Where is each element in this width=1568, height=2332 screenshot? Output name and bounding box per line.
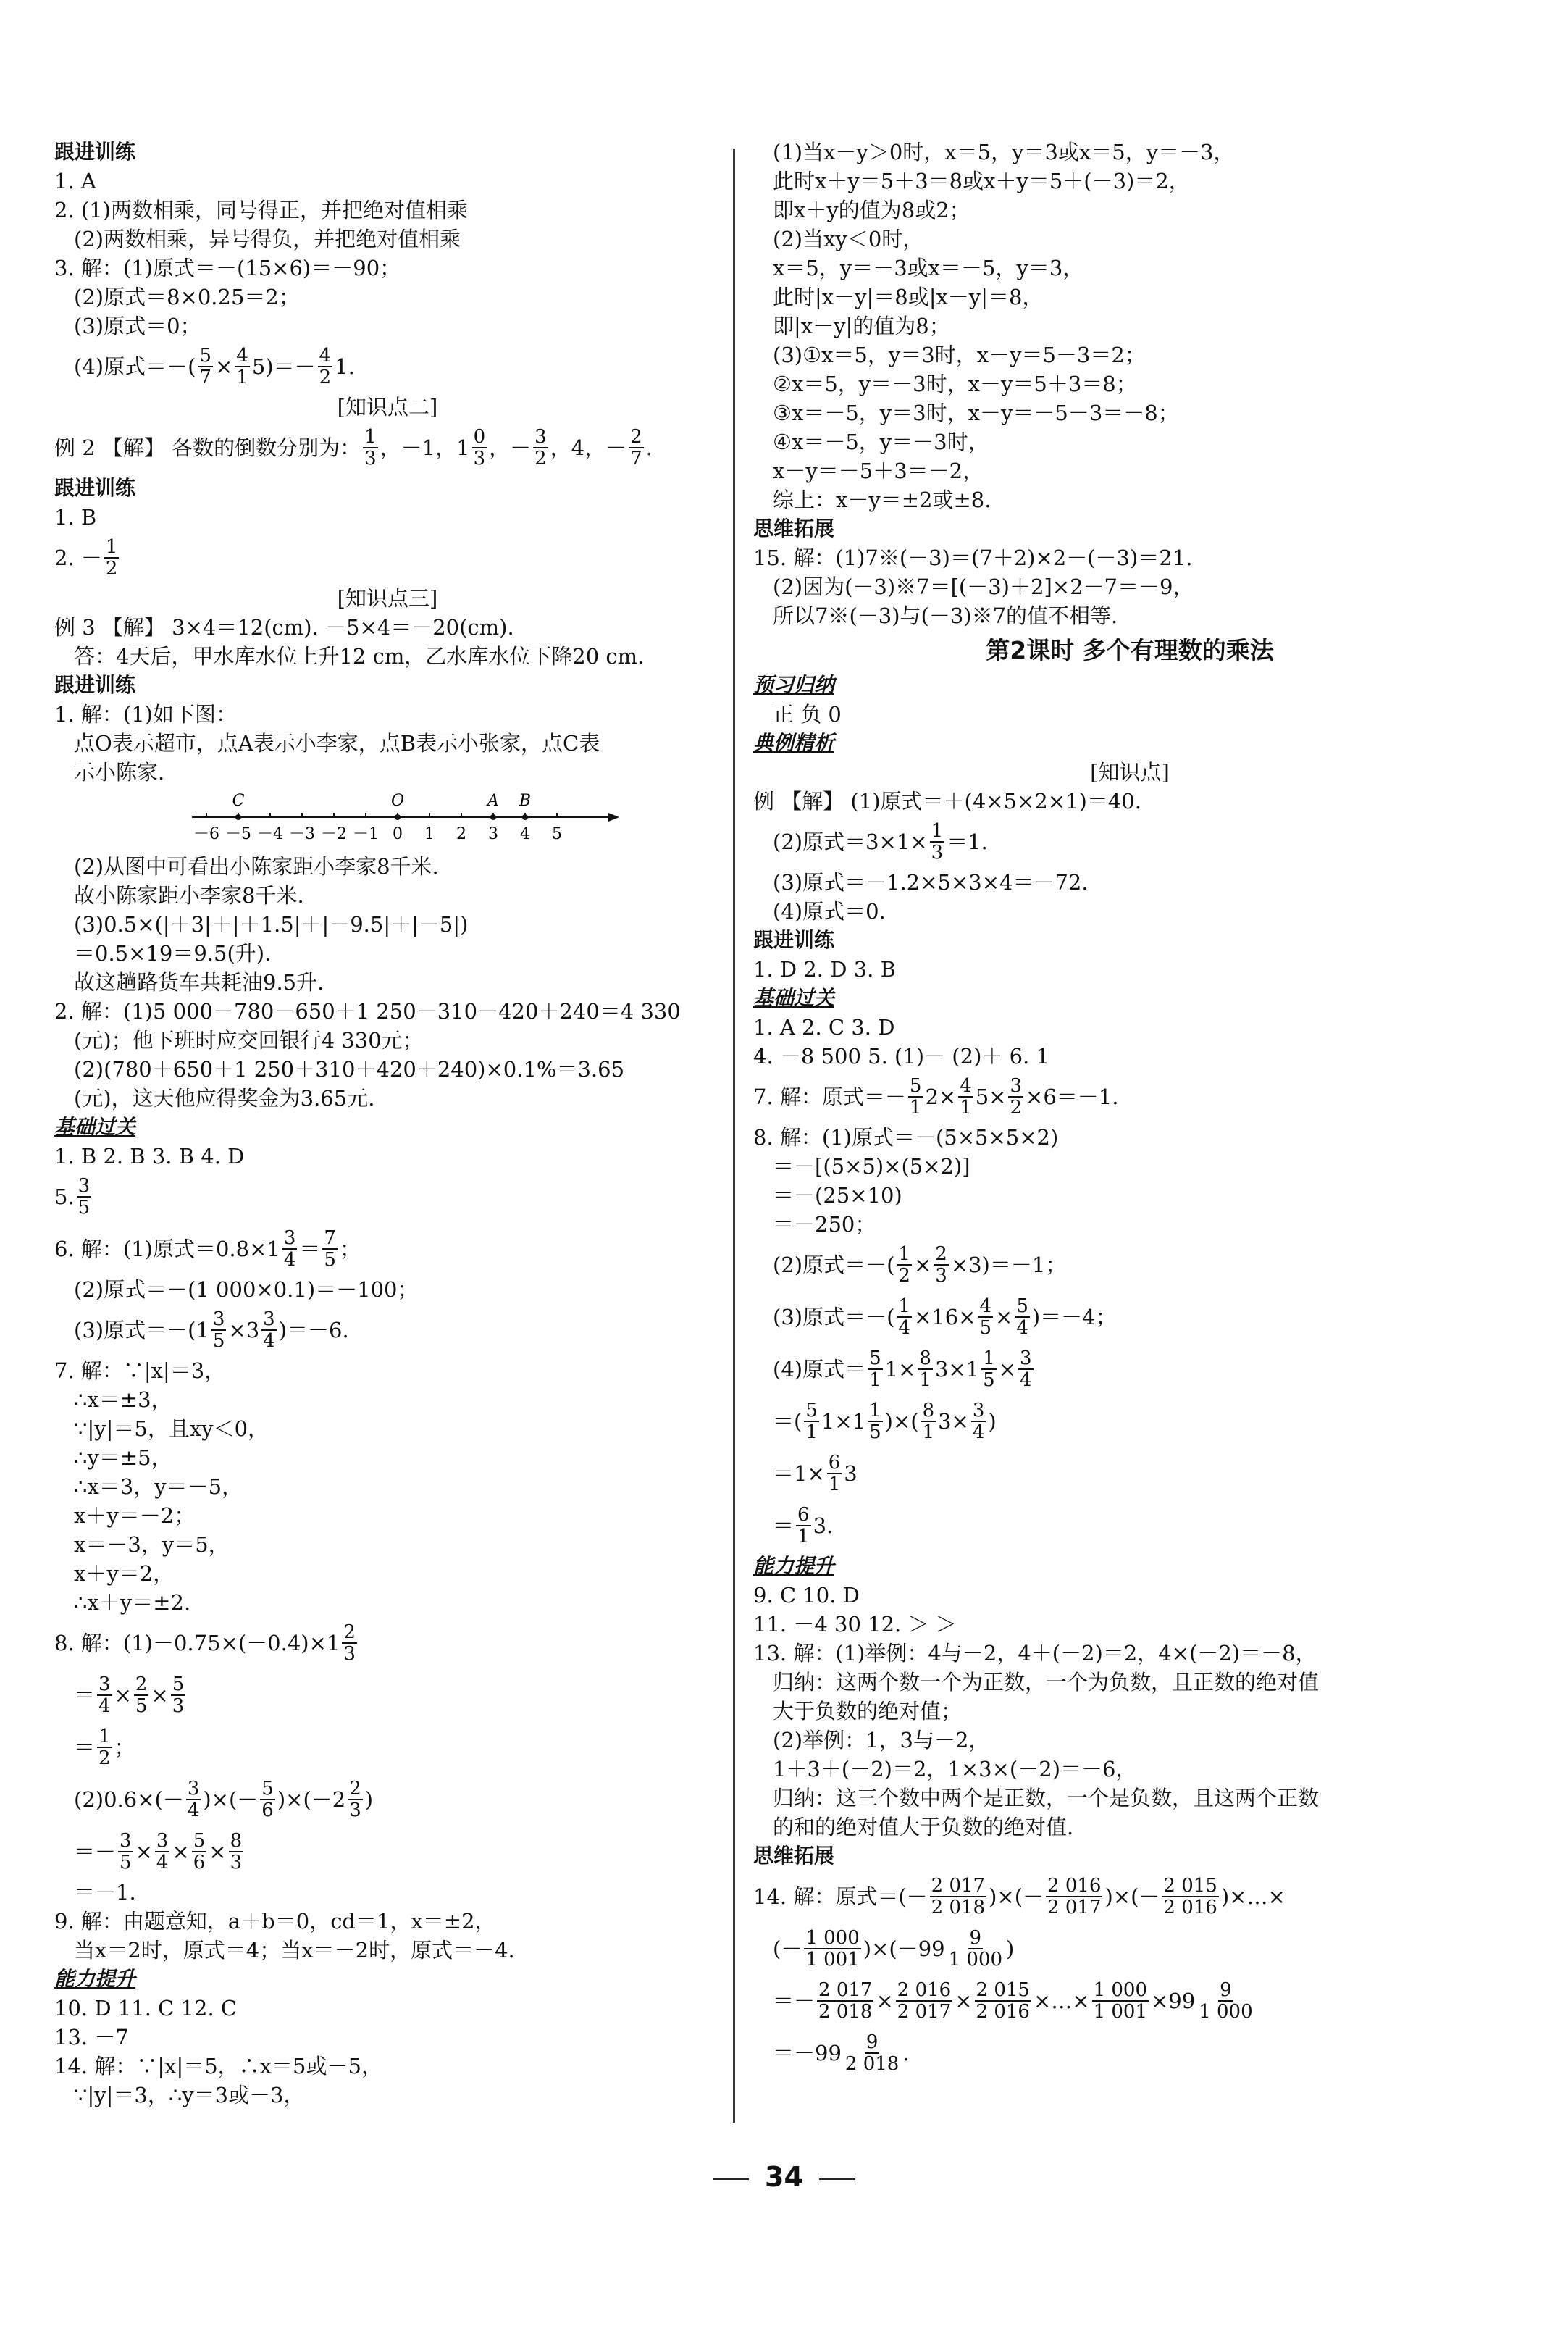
- answer-line: (元)；他下班时应交回银行4 330元；: [74, 1028, 424, 1053]
- number-line-tick-label: －6: [193, 825, 219, 843]
- answer-line: 1. B: [54, 505, 97, 530]
- fraction: $\frac{3}{2}$: [1010, 1075, 1023, 1119]
- fraction: $\frac{9}{2 018}$: [844, 2031, 900, 2075]
- knowledge-point-label: [知识点]: [1090, 760, 1170, 785]
- answer-line: x－y＝－5＋3＝－2，: [773, 459, 984, 483]
- answer-line: (－ $\frac{1 000}{1 001}$ )×(－99 $\frac{9}{1 000}$ ): [773, 1927, 1015, 1971]
- section-heading: 跟进训练: [753, 928, 835, 952]
- answer-line: (3)原式＝－( $\frac{1}{4}$ ×16× $\frac{4}{5}$ × $\frac{5}{4}$ )＝－4；: [773, 1295, 1117, 1339]
- fraction: $\frac{5}{1}$: [805, 1400, 818, 1443]
- answer-line: ＝0.5×19＝9.5(升).: [74, 941, 272, 966]
- answer-line: 1. B 2. B 3. B 4. D: [54, 1144, 245, 1169]
- answer-line: ④x＝－5，y＝－3时，: [773, 430, 989, 454]
- fraction: $\frac{2 016}{2 017}$: [1047, 1875, 1102, 1918]
- answer-line: 9. C 10. D: [753, 1583, 860, 1608]
- lesson-title: 第2课时 多个有理数的乘法: [986, 636, 1274, 664]
- knowledge-point-label: [知识点二]: [337, 395, 438, 419]
- fraction: $\frac{4}{1}$: [236, 345, 248, 388]
- answer-line: (3)①x＝5，y＝3时，x－y＝5－3＝2；: [773, 343, 1146, 367]
- answer-line: 10. D 11. C 12. C: [54, 1996, 238, 2020]
- fraction: $\frac{3}{4}$: [283, 1227, 296, 1271]
- section-heading: 跟进训练: [54, 140, 136, 164]
- answer-line: 3. 解：(1)原式＝－(15×6)＝－90；: [54, 256, 401, 280]
- number-line-figure: [185, 787, 634, 852]
- answer-line: 示小陈家.: [74, 760, 165, 785]
- answer-line: 大于负数的绝对值；: [773, 1699, 963, 1723]
- answer-line: ③x＝－5，y＝3时，x－y＝－5－3＝－8；: [773, 401, 1179, 425]
- answer-line: ＝－250；: [773, 1212, 876, 1237]
- answer-line: 此时x＋y＝5＋3＝8或x＋y＝5＋(－3)＝2，: [773, 169, 1190, 193]
- answer-line: (2)原式＝－(1 000×0.1)＝－100；: [74, 1277, 419, 1302]
- answer-line: ＝ $\frac{1}{2}$ ；: [74, 1726, 135, 1769]
- answer-line: 14. 解：原式＝(－ $\frac{2 017}{2 018}$ )×(－ $\frac{2 016}{2 017}$ )×(－ $\frac{2 015}{2 016}$ )×…×: [753, 1875, 1286, 1918]
- section-heading: 基础过关: [753, 986, 835, 1010]
- column-divider: [733, 149, 735, 2123]
- answer-line: 2. － $\frac{1}{2}$: [54, 536, 118, 580]
- section-heading: 能力提升: [54, 1967, 136, 1991]
- section-heading: 跟进训练: [54, 476, 136, 500]
- fraction: $\frac{1 000}{1 001}$: [805, 1927, 860, 1971]
- number-line-tick-label: 3: [488, 825, 498, 843]
- fraction: $\frac{1}{2}$: [98, 1726, 111, 1769]
- answer-line: x＋y＝－2；: [74, 1503, 196, 1528]
- fraction: $\frac{3}{2}$: [534, 426, 547, 469]
- fraction: $\frac{5}{4}$: [1016, 1295, 1028, 1339]
- number-line-point: [522, 814, 528, 820]
- answer-line: (4)原式＝ $\frac{5}{1}$ 1× $\frac{8}{1}$ 3×1 $\frac{1}{5}$ × $\frac{3}{4}$: [773, 1347, 1032, 1391]
- fraction: $\frac{1}{5}$: [869, 1400, 881, 1443]
- fraction: $\frac{3}{5}$: [212, 1308, 225, 1352]
- number-line-point: [490, 814, 496, 820]
- fraction: $\frac{2 015}{2 016}$: [1163, 1875, 1217, 1918]
- answer-line: ∵|y|＝5，且xy＜0，: [74, 1416, 269, 1441]
- answer-line: 的和的绝对值大于负数的绝对值.: [773, 1815, 1074, 1839]
- answer-line: (元)，这天他应得奖金为3.65元.: [74, 1086, 375, 1111]
- page-number: [0, 2162, 1568, 2191]
- answer-line: ＝－1.: [74, 1880, 136, 1905]
- number-line-tick-label: 0: [393, 825, 403, 843]
- answer-line: 4. －8 500 5. (1)－ (2)＋ 6. 1: [753, 1044, 1049, 1069]
- answer-line: 5. $\frac{3}{5}$: [54, 1175, 91, 1219]
- answer-line: 13. －7: [54, 2025, 129, 2049]
- answer-line: 2. (1)两数相乘，同号得正，并把绝对值相乘: [54, 198, 468, 222]
- left-column: [54, 138, 721, 2110]
- number-line-tick-label: －1: [353, 825, 379, 843]
- answer-line: ∴y＝±5，: [74, 1445, 172, 1470]
- answer-line: ＝ $\frac{6}{1}$ 3.: [773, 1504, 834, 1547]
- number-line-tick-label: －3: [289, 825, 315, 843]
- example-line: 例 2 【解】 各数的倒数分别为： $\frac{1}{3}$ ，－1，1 $\frac{0}{3}$ ，－ $\frac{3}{2}$ ，4，－ $\frac{2}{7}$ .: [54, 426, 653, 469]
- fraction: $\frac{1}{2}$: [105, 536, 118, 580]
- page-number-text: 34: [765, 2161, 803, 2193]
- fraction: $\frac{9}{1 000}$: [948, 1927, 1003, 1971]
- fraction: $\frac{5}{1}$: [909, 1075, 922, 1119]
- fraction: $\frac{4}{1}$: [960, 1075, 972, 1119]
- answer-line: ＝－99 $\frac{9}{2 018}$ .: [773, 2031, 910, 2075]
- fraction: $\frac{1 000}{1 001}$: [1093, 1979, 1147, 2023]
- answer-line: (4)原式＝0.: [773, 899, 886, 924]
- answer-line: 1. 解：(1)如下图：: [54, 702, 237, 727]
- fraction: $\frac{3}{4}$: [98, 1673, 111, 1717]
- number-line-tick-label: －4: [257, 825, 283, 843]
- number-line-point-label: O: [390, 792, 405, 810]
- fraction: $\frac{2 017}{2 018}$: [931, 1875, 986, 1918]
- answer-line: x＋y＝2，: [74, 1561, 175, 1586]
- answer-line: ∴x＋y＝±2.: [74, 1590, 191, 1615]
- fraction: $\frac{5}{1}$: [869, 1347, 881, 1391]
- answer-line: x＝5，y＝－3或x＝－5，y＝3，: [773, 256, 1084, 280]
- answer-line: 即|x－y|的值为8；: [773, 314, 950, 338]
- answer-line: 正 负 0: [773, 702, 842, 727]
- answer-line: 归纳：这三个数中两个是正数，一个是负数，且这两个正数: [773, 1786, 1320, 1810]
- fraction: $\frac{1}{3}$: [364, 426, 377, 469]
- answer-line: 8. 解：(1)原式＝－(5×5×5×2): [753, 1125, 1059, 1150]
- number-line-tick-label: 2: [456, 825, 466, 843]
- answer-line: 当x＝2时，原式＝4；当x＝－2时，原式＝－4.: [74, 1938, 515, 1963]
- section-heading: 思维拓展: [753, 1844, 835, 1868]
- answer-line: (3)原式＝0；: [74, 314, 201, 338]
- answer-line: 11. －4 30 12. ＞ ＞: [753, 1612, 957, 1637]
- answer-line: ＝－ $\frac{2 017}{2 018}$ × $\frac{2 016}{2 017}$ × $\frac{2 015}{2 016}$ ×…× $\frac{1 000}{1 001}$ ×99 $\frac{9}{1 000}$: [773, 1979, 1253, 2023]
- answer-line: (3)原式＝－1.2×5×3×4＝－72.: [773, 870, 1089, 895]
- fraction: $\frac{1}{2}$: [898, 1243, 910, 1287]
- fraction: $\frac{8}{3}$: [230, 1830, 243, 1873]
- answer-line: 此时|x－y|＝8或|x－y|＝8，: [773, 285, 1044, 309]
- answer-line: (2)因为(－3)※7＝[(－3)＋2]×2－7＝－9，: [773, 574, 1194, 599]
- answer-line: (2)0.6×(－ $\frac{3}{4}$ )×(－ $\frac{5}{6}$ )×(－2 $\frac{2}{3}$ ): [74, 1778, 374, 1821]
- answer-line: 1. D 2. D 3. B: [753, 957, 896, 982]
- answer-line: (2)举例：1，3与－2，: [773, 1728, 990, 1752]
- answer-line: 综上：x－y＝±2或±8.: [773, 488, 991, 512]
- answer-line: ＝－(25×10): [773, 1183, 902, 1208]
- answer-line: 13. 解：(1)举例：4与－2，4＋(－2)＝2，4×(－2)＝－8，: [753, 1641, 1317, 1666]
- fraction: $\frac{5}{6}$: [193, 1830, 206, 1873]
- section-heading: 基础过关: [54, 1115, 136, 1139]
- number-line-point-label: B: [519, 792, 532, 810]
- answer-line: (2)(780＋650＋1 250＋310＋420＋240)×0.1%＝3.65: [74, 1057, 625, 1082]
- answer-line: 1＋3＋(－2)＝2，1×3×(－2)＝－6，: [773, 1757, 1137, 1781]
- fraction: $\frac{8}{1}$: [922, 1400, 935, 1443]
- answer-line: 15. 解：(1)7※(－3)＝(7＋2)×2－(－3)＝21.: [753, 546, 1193, 570]
- answer-line: (4)原式＝－( $\frac{5}{7}$ × $\frac{4}{1}$ 5)＝－ $\frac{4}{2}$ 1.: [74, 345, 355, 388]
- number-line-point-label: A: [487, 792, 499, 810]
- fraction: $\frac{4}{5}$: [979, 1295, 991, 1339]
- number-line-tick-label: －2: [321, 825, 347, 843]
- fraction: $\frac{3}{5}$: [120, 1830, 132, 1873]
- answer-line: 7. 解：∵|x|＝3，: [54, 1358, 226, 1383]
- fraction: $\frac{3}{4}$: [187, 1778, 200, 1821]
- example-line: 例 【解】 (1)原式＝＋(4×5×2×1)＝40.: [753, 789, 1141, 814]
- number-line-point: [395, 814, 401, 820]
- answer-line: 答：4天后，甲水库水位上升12 cm，乙水库水位下降20 cm.: [74, 644, 645, 669]
- fraction: $\frac{1}{4}$: [898, 1295, 910, 1339]
- answer-line: 9. 解：由题意知，a＋b＝0，cd＝1，x＝±2，: [54, 1909, 496, 1934]
- answer-line: ∴x＝±3，: [74, 1387, 172, 1412]
- fraction: $\frac{4}{2}$: [319, 345, 332, 388]
- answer-line: (2)原式＝－( $\frac{1}{2}$ × $\frac{2}{3}$ ×3)＝－1；: [773, 1243, 1067, 1287]
- answer-line: (2)当xy＜0时，: [773, 227, 924, 251]
- section-heading: 跟进训练: [54, 673, 136, 697]
- answer-line: 故这趟路货车共耗油9.5升.: [74, 970, 324, 995]
- answer-line: 所以7※(－3)与(－3)※7的值不相等.: [773, 603, 1118, 628]
- fraction: $\frac{1}{5}$: [983, 1347, 995, 1391]
- answer-line: ＝－[(5×5)×(5×2)]: [773, 1154, 970, 1179]
- answer-line: 1. A: [54, 169, 96, 193]
- answer-line: (3)原式＝－(1 $\frac{3}{5}$ ×3 $\frac{3}{4}$ )＝－6.: [74, 1308, 349, 1352]
- number-line: [54, 787, 721, 852]
- section-heading: 思维拓展: [753, 517, 835, 540]
- answer-line: (2)两数相乘，异号得负，并把绝对值相乘: [74, 227, 461, 251]
- answer-line: (2)原式＝3×1× $\frac{1}{3}$ ＝1.: [773, 820, 988, 864]
- answer-line: 归纳：这两个数一个为正数，一个为负数，且正数的绝对值: [773, 1670, 1320, 1694]
- answer-line: 1. A 2. C 3. D: [753, 1015, 895, 1040]
- right-column: [753, 138, 1506, 2079]
- fraction: $\frac{2 017}{2 018}$: [818, 1979, 873, 2023]
- answer-line: 点O表示超市，点A表示小李家，点B表示小张家，点C表: [74, 731, 600, 756]
- fraction: $\frac{2}{3}$: [349, 1778, 361, 1821]
- fraction: $\frac{2}{3}$: [343, 1621, 356, 1665]
- fraction: $\frac{2 016}{2 017}$: [897, 1979, 952, 2023]
- answer-line: (3)0.5×(|＋3|＋|＋1.5|＋|－9.5|＋|－5|): [74, 912, 469, 937]
- number-line-point-label: C: [232, 792, 245, 810]
- answer-line: ②x＝5，y＝－3时，x－y＝5＋3＝8；: [773, 372, 1137, 396]
- answer-line: ＝( $\frac{5}{1}$ 1×1 $\frac{1}{5}$ )×( $\frac{8}{1}$ 3× $\frac{3}{4}$ ): [773, 1400, 997, 1443]
- answer-line: 14. 解：∵|x|＝5，∴x＝5或－5，: [54, 2054, 382, 2078]
- answer-line: 即x＋y的值为8或2；: [773, 198, 970, 222]
- fraction: $\frac{2}{3}$: [935, 1243, 947, 1287]
- fraction: $\frac{9}{1 000}$: [1199, 1979, 1253, 2023]
- knowledge-point-label: [知识点三]: [337, 586, 438, 611]
- answer-line: ∵|y|＝3，∴y＝3或－3，: [74, 2083, 305, 2107]
- answer-line: 7. 解：原式＝－ $\frac{5}{1}$ 2× $\frac{4}{1}$ 5× $\frac{3}{2}$ ×6＝－1.: [753, 1075, 1119, 1119]
- answer-line: 8. 解：(1)－0.75×(－0.4)×1 $\frac{2}{3}$: [54, 1621, 356, 1665]
- answer-line: x＝－3，y＝5，: [74, 1532, 230, 1557]
- answer-line: 6. 解：(1)原式＝0.8×1 $\frac{3}{4}$ ＝ $\frac{7}{5}$ ；: [54, 1227, 361, 1271]
- number-line-tick-label: 1: [424, 825, 435, 843]
- number-line-tick-label: 5: [552, 825, 562, 843]
- fraction: $\frac{3}{4}$: [156, 1830, 169, 1873]
- answer-line: (2)原式＝8×0.25＝2；: [74, 285, 300, 309]
- section-heading: 能力提升: [753, 1554, 835, 1578]
- fraction: $\frac{5}{6}$: [261, 1778, 274, 1821]
- fraction: $\frac{3}{4}$: [1020, 1347, 1032, 1391]
- fraction: $\frac{1}{3}$: [931, 820, 944, 864]
- answer-line: ＝1× $\frac{6}{1}$ 3: [773, 1452, 858, 1495]
- fraction: $\frac{2}{7}$: [630, 426, 642, 469]
- number-line-tick-label: －5: [225, 825, 251, 843]
- fraction: $\frac{0}{3}$: [473, 426, 486, 469]
- fraction: $\frac{6}{1}$: [828, 1452, 841, 1495]
- fraction: $\frac{3}{5}$: [77, 1175, 91, 1219]
- answer-line: ＝ $\frac{3}{4}$ × $\frac{2}{5}$ × $\frac{5}{3}$: [74, 1673, 185, 1717]
- fraction: $\frac{6}{1}$: [797, 1504, 810, 1547]
- section-heading: 典例精析: [753, 731, 835, 755]
- section-heading: 预习归纳: [753, 673, 835, 697]
- fraction: $\frac{7}{5}$: [324, 1227, 336, 1271]
- answer-line: 2. 解：(1)5 000－780－650＋1 250－310－420＋240＝4 330: [54, 999, 681, 1024]
- answer-line: ∴x＝3，y＝－5，: [74, 1474, 243, 1499]
- answer-line: 故小陈家距小李家8千米.: [74, 883, 304, 908]
- answer-line: (2)从图中可看出小陈家距小李家8千米.: [74, 854, 439, 879]
- fraction: $\frac{3}{4}$: [263, 1308, 275, 1352]
- fraction: $\frac{2 015}{2 016}$: [976, 1979, 1030, 2023]
- fraction: $\frac{5}{3}$: [172, 1673, 185, 1717]
- answer-line: (1)当x－y＞0时，x＝5，y＝3或x＝5，y＝－3，: [773, 140, 1235, 164]
- number-line-tick-label: 4: [520, 825, 530, 843]
- answer-line: ＝－ $\frac{3}{5}$ × $\frac{3}{4}$ × $\frac{5}{6}$ × $\frac{8}{3}$: [74, 1830, 243, 1873]
- fraction: $\frac{8}{1}$: [919, 1347, 931, 1391]
- fraction: $\frac{5}{7}$: [199, 345, 211, 388]
- fraction: $\frac{2}{5}$: [135, 1673, 148, 1717]
- example-line: 例 3 【解】 3×4＝12(cm). －5×4＝－20(cm).: [54, 615, 514, 640]
- number-line-point: [235, 814, 241, 820]
- fraction: $\frac{3}{4}$: [972, 1400, 985, 1443]
